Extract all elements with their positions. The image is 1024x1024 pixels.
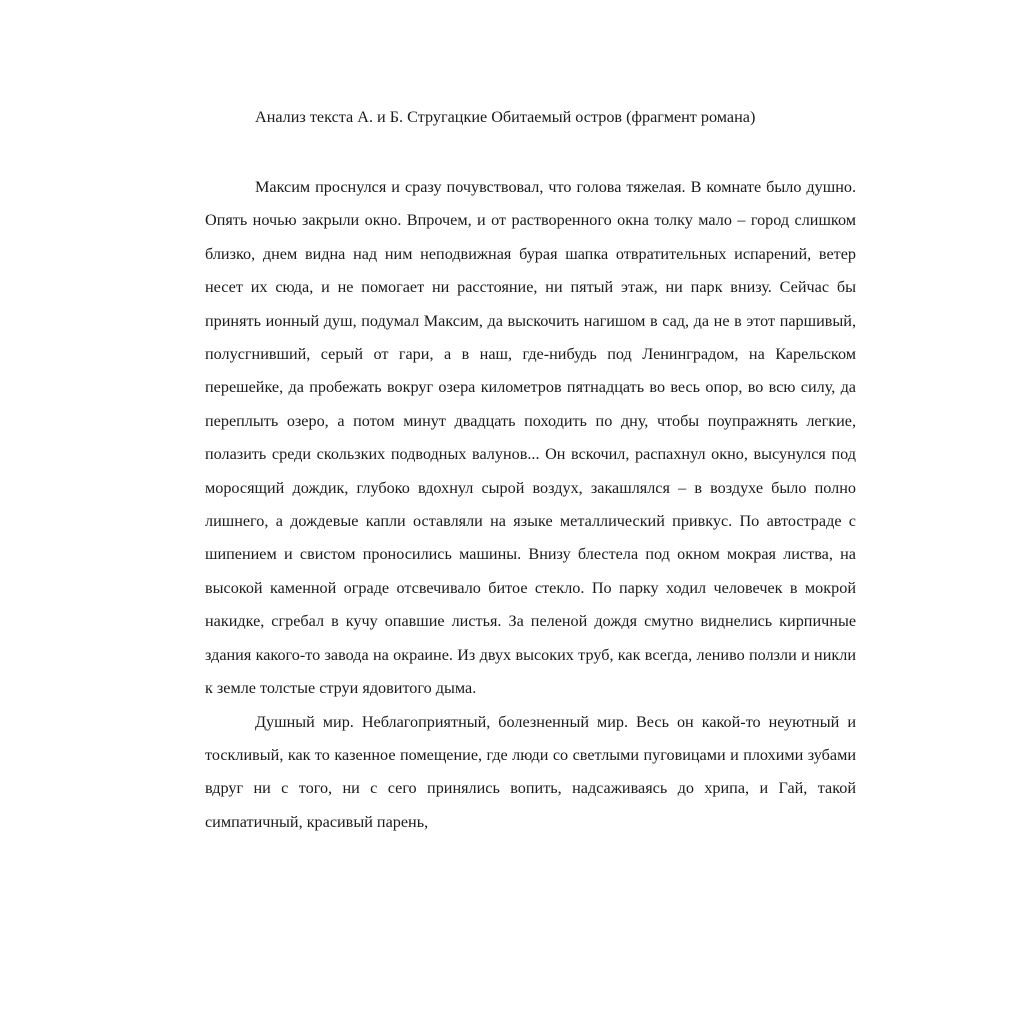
document-page (205, 104, 856, 839)
paragraph-2: Душный мир. Неблагоприятный, болезненный мир. Весь он какой-то неуютный и тоскливый, как то казенное помещение, где люди со светлыми пуговицами и плохими зубами вдруг ни с того, ни с сего принялись вопить, надсаживаясь до хрипа, и Гай, такой симпатичный, красивый парень, (205, 712, 856, 831)
paragraph-1: Максим проснулся и сразу почувствовал, что голова тяжелая. В комнате было душно. Опять ночью закрыли окно. Впрочем, и от растворенного окна толку мало – город слишком близко, днем видна над ним неподвижная бурая шапка отвратительных испарений, ветер несет их сюда, и не помогает ни расстояние, ни пятый этаж, ни парк внизу. Сейчас бы принять ионный душ, подумал Максим, да выскочить нагишом в сад, да не в этот паршивый, полусгнивший, серый от гари, а в наш, где-нибудь под Ленинградом, на Карельском перешейке, да пробежать вокруг озера километров пятнадцать во весь опор, во всю силу, да переплыть озеро, а потом минут двадцать походить по дну, чтобы поупражнять легкие, полазить среди скользких подводных валунов... Он вскочил, распахнул окно, высунулся под моросящий дождик, глубоко вдохнул сырой воздух, закашлялся – в воздухе было полно лишнего, а дождевые капли оставляли на языке металлический привкус. По автостраде с шипением и свистом проносились машины. Внизу блестела под окном мокрая листва, на высокой каменной ограде отсвечивало битое стекло. По парку ходил человечек в мокрой накидке, сгребал в кучу опавшие листья. За пеленой дождя смутно виднелись кирпичные здания какого-то завода на окраине. Из двух высоких труб, как всегда, лениво ползли и никли к земле толстые струи ядовитого дыма. (205, 178, 856, 698)
document-title: Анализ текста А. и Б. Стругацкие Обитаемый остров (фрагмент романа) (255, 108, 756, 126)
